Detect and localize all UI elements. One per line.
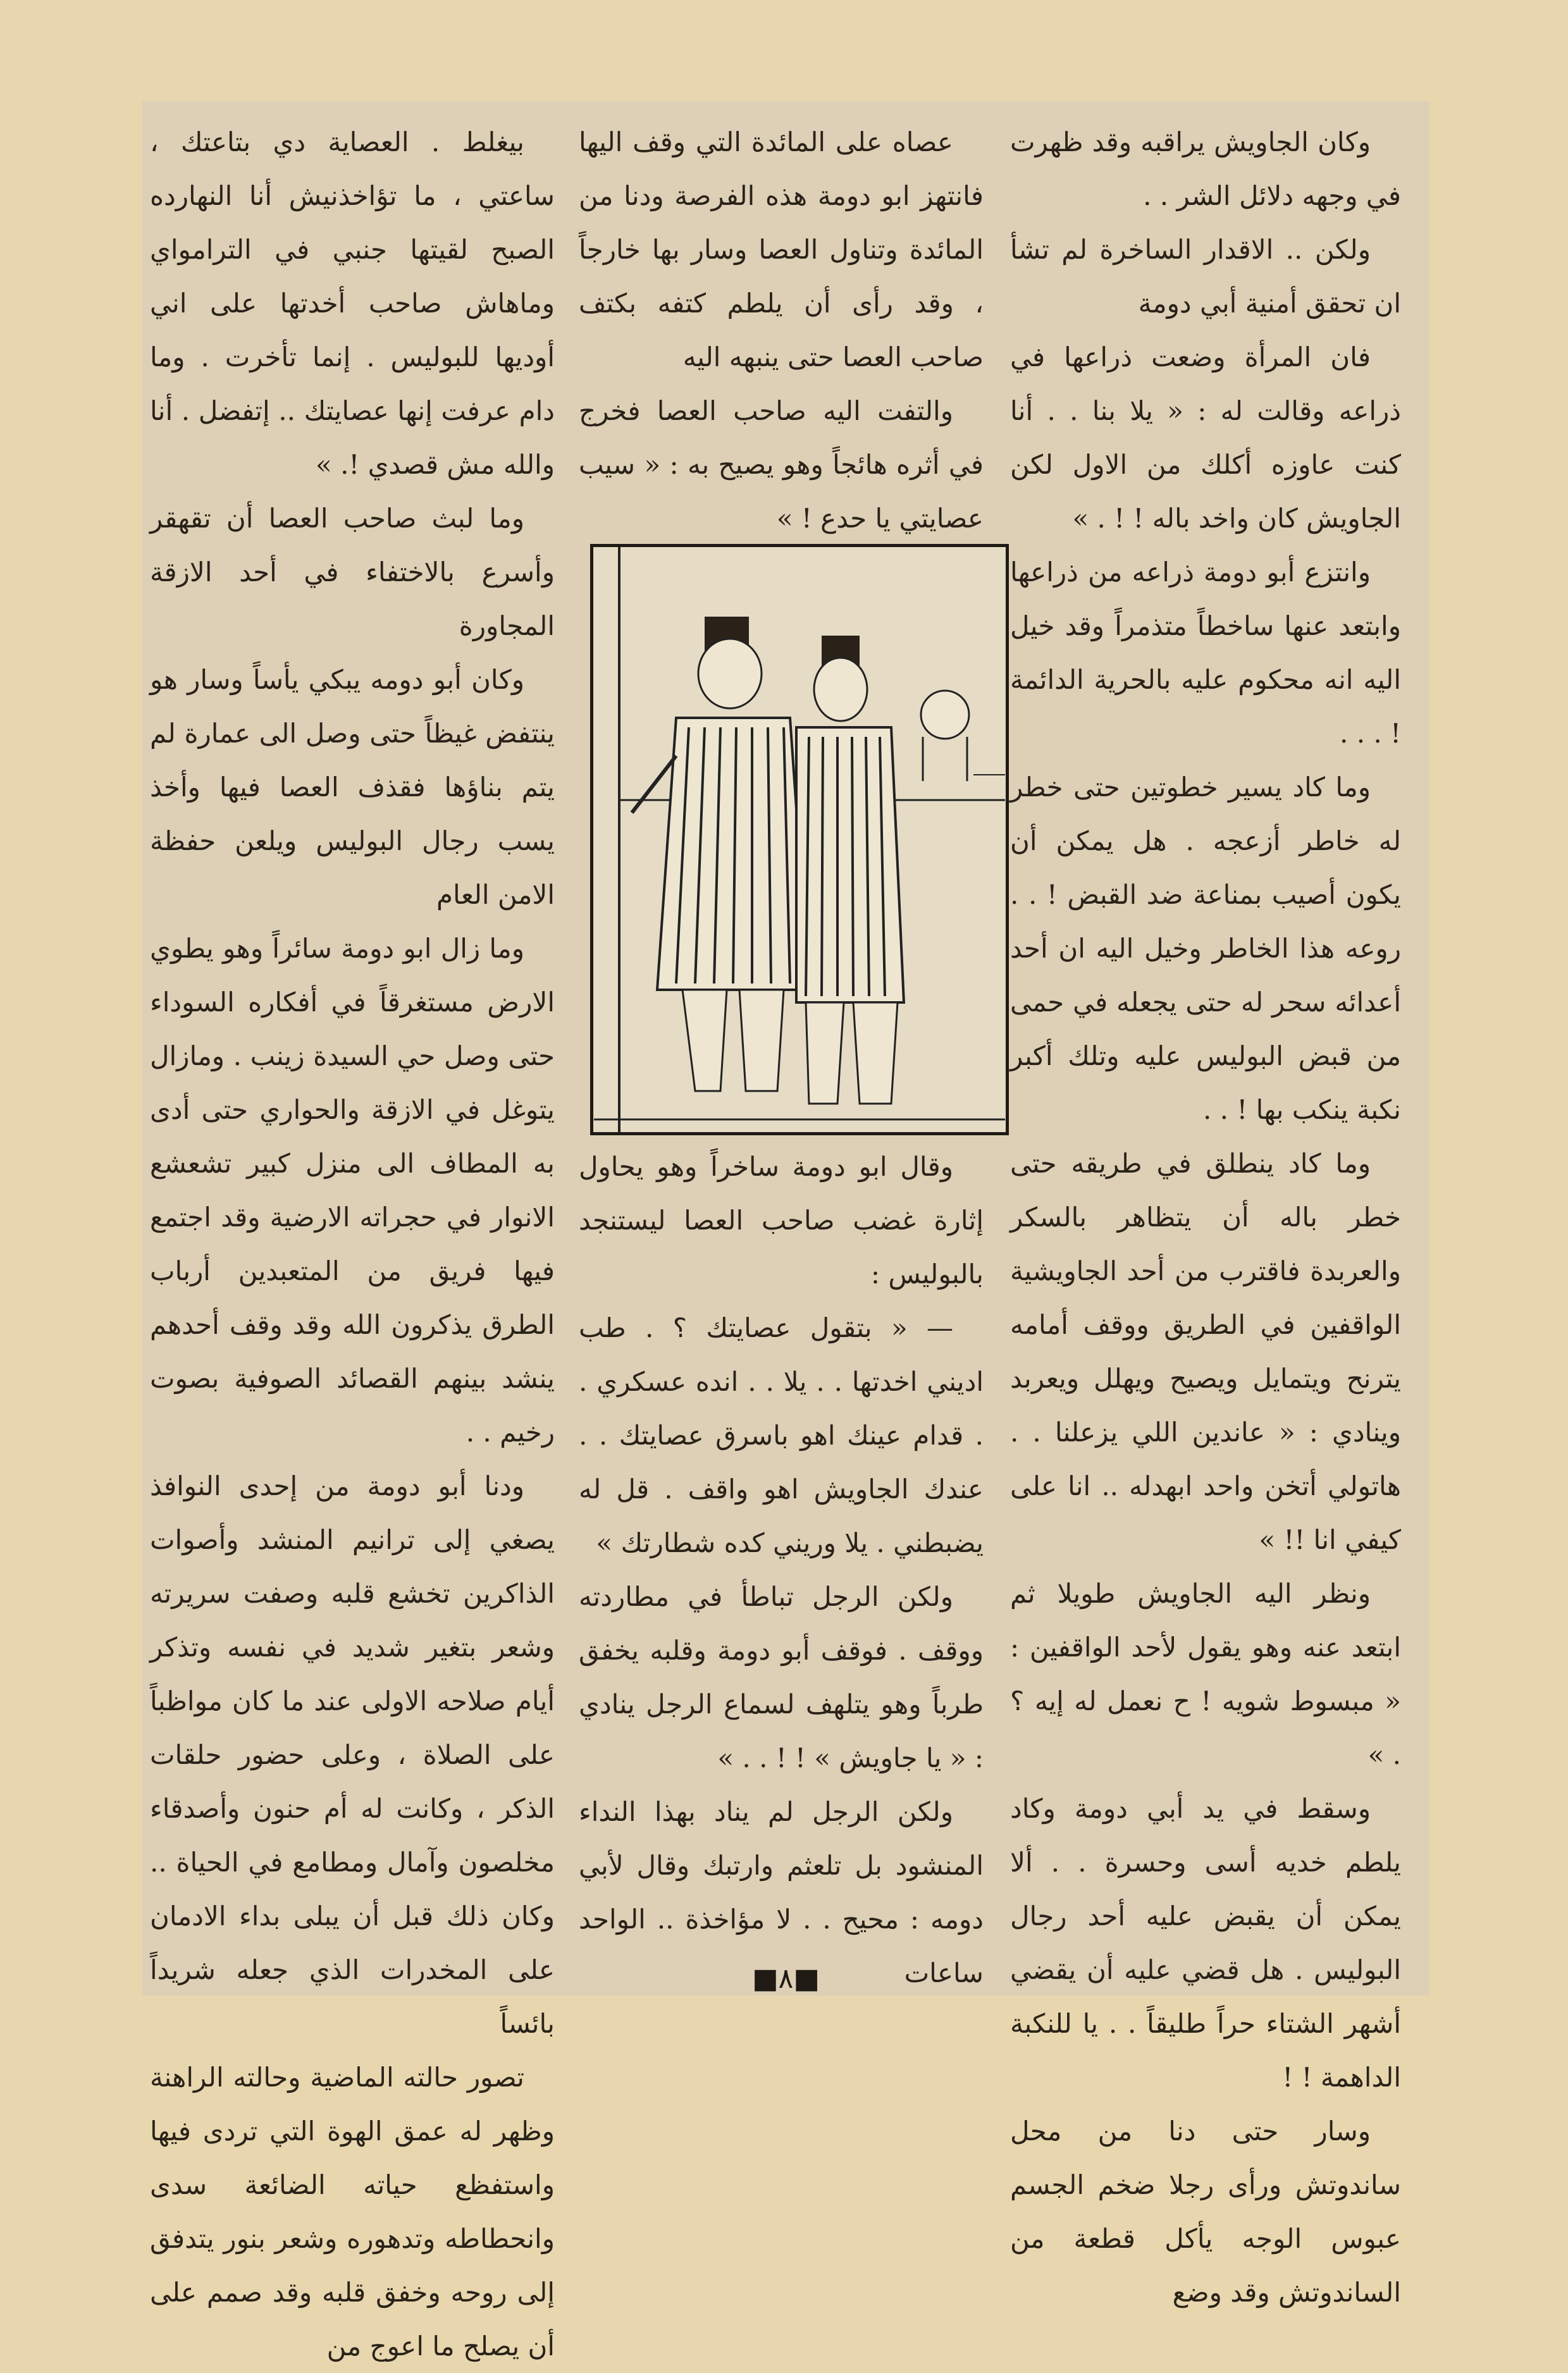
paragraph: وما كاد ينطلق في طريقه حتى خطر باله أن يتظاهر بالسكر والعربدة فاقترب من أحد الجاويشية الواقفين في الطريق ووقف أمامه يترنح ويتمايل ويصيح ويهلل ويعربد وينادي : « عاندين اللي يزعلنا . . هاتولي أتخن واحد ابهدله .. انا على كيفي انا !! » [1010,1148,1401,1555]
paragraph: وقال ابو دومة ساخراً وهو يحاول إثارة غضب صاحب العصا ليستنجد بالبوليس : [579,1151,984,1290]
paragraph: وسار حتى دنا من محل ساندوتش ورأى رجلا ضخم الجسم عبوس الوجه يأكل قطعة من الساندوتش وقد وضع [1010,2116,1401,2308]
paragraph: فان المرأة وضعت ذراعها في ذراعه وقالت له : « يلا بنا . . أنا كنت عاوزه أكلك من الاول لكن الجاويش كان واخد باله ! ! . » [1010,342,1401,534]
magazine-page [142,101,1429,2362]
paragraph: وما لبث صاحب العصا أن تقهقر وأسرع بالاختفاء في أحد الازقة المجاورة [150,503,555,641]
paragraph: ولكن الرجل لم يناد بهذا النداء المنشود بل تلعثم وارتبك وقال لأبي دومه : محيح . . لا مؤاخذة .. الواحد ساعات [579,1796,984,1988]
paragraph: ودنا أبو دومة من إحدى النوافذ يصغي إلى ترانيم المنشد وأصوات الذاكرين تخشع قلبه وصفت سريرته وشعر بتغير شديد في نفسه وتذكر أيام صلاحه الاولى عند ما كان مواظباً على الصلاة ، وعلى حضور حلقات الذكر ، وكانت له أم حنون وأصدقاء مخلصون وآمال ومطامع في الحياة .. وكان ذلك قبل أن يبلى بداء الادمان على المخدرات الذي جعله شريداً بائساً [150,1470,555,2039]
paragraph: ولكن .. الاقدار الساخرة لم تشأ ان تحقق أمنية أبي دومة [1010,234,1401,319]
paragraph: وما كاد يسير خطوتين حتى خطر له خاطر أزعجه . هل يمكن أن يكون أصيب بمناعة ضد القبض ! . . روعه هذا الخاطر وخيل اليه ان أحد أعدائه سحر له حتى يجعله في حمى من قبض البوليس عليه وتلك أكبر نكبة ينكب بها ! . . [1010,772,1401,1125]
paragraph: والتفت اليه صاحب العصا فخرج في أثره هائجاً وهو يصيح به : « سيب عصايتي يا حدع ! » [579,395,984,534]
paragraph: عصاه على المائدة التي وقف اليها فانتهز ابو دومة هذه الفرصة ودنا من المائدة وتناول العصا وسار بها خارجاً ، وقد رأى أن يلطم كتفه بكتف صاحب العصا حتى ينبهه اليه [579,126,984,373]
paragraph: وكان الجاويش يراقبه وقد ظهرت في وجهه دلائل الشر . . [1010,126,1401,211]
paragraph: وما زال ابو دومة سائراً وهو يطوي الارض مستغرقاً في أفكاره السوداء حتى وصل حي السيدة زينب . ومازال يتوغل في الازقة والحواري حتى أدى به المطاف الى منزل كبير تشعشع الانوار في حجراته الارضية وقد اجتمع فيها فريق من المتعبدين أرباب الطرق يذكرون الله وقد وقف أحدهم ينشد بينهم القصائد الصوفية بصوت رخيم . . [150,933,555,1448]
page-number: ■٨■ [752,1963,820,1995]
paragraph: ولكن الرجل تباطأ في مطاردته ووقف . فوقف أبو دومة وقلبه يخفق طرباً وهو يتلهف لسماع الرجل ينادي : « يا جاويش » ! ! . . » [579,1581,984,1773]
paragraph: بيغلط . العصاية دي بتاعتك ، ساعتي ، ما تؤاخذنيش أنا النهارده الصبح لقيتها جنبي في الترامواي وماهاش صاحب أخدتها على اني أوديها للبوليس . إنما تأخرت . وما دام عرفت إنها عصايتك .. إتفضل . أنا والله مش قصدي !. » [150,126,555,480]
cartoon-illustration [590,544,1009,1135]
paragraph: وانتزع أبو دومة ذراعه من ذراعها وابتعد عنها ساخطاً متذمراً وقد خيل اليه انه محكوم عليه بالحرية الدائمة ! . . . [1010,557,1401,749]
paragraph: ونظر اليه الجاويش طويلا ثم ابتعد عنه وهو يقول لأحد الواقفين : « مبسوط شويه ! ح نعمل له إيه ؟ . » [1010,1578,1401,1770]
two-men-in-fez-drawing [593,547,1006,1132]
paragraph: وسقط في يد أبي دومة وكاد يلطم خديه أسى وحسرة . . ألا يمكن أن يقبض عليه أحد رجال البوليس . هل قضي عليه أن يقضي أشهر الشتاء حراً طليقاً . . يا للنكبة الداهمة ! ! [1010,1793,1401,2093]
paragraph: تصور حالته الماضية وحالته الراهنة وظهر له عمق الهوة التي تردى فيها واستفظع حياته الضائعة سدى وانحطاطه وتدهوره وشعر بنور يتدفق إلى روحه وخفق قلبه وقد صمم على أن يصلح ما اعوج من [150,2062,555,2362]
column-middle-continued [579,1140,984,2000]
paragraph: — « بتقول عصايتك ؟ . طب اديني اخدتها . . يلا . . انده عسكري . . قدام عينك اهو باسرق عصايتك . . عندك الجاويش اهو واقف . قل له يضبطني . يلا وريني كده شطارتك » [579,1312,984,1558]
paragraph: وكان أبو دومه يبكي يأساً وسار هو ينتفض غيظاً حتى وصل الى عمارة لم يتم بناؤها فقذف العصا فيها وأخذ يسب رجال البوليس ويلعن حفظة الامن العام [150,664,555,910]
column-left [150,115,555,2373]
